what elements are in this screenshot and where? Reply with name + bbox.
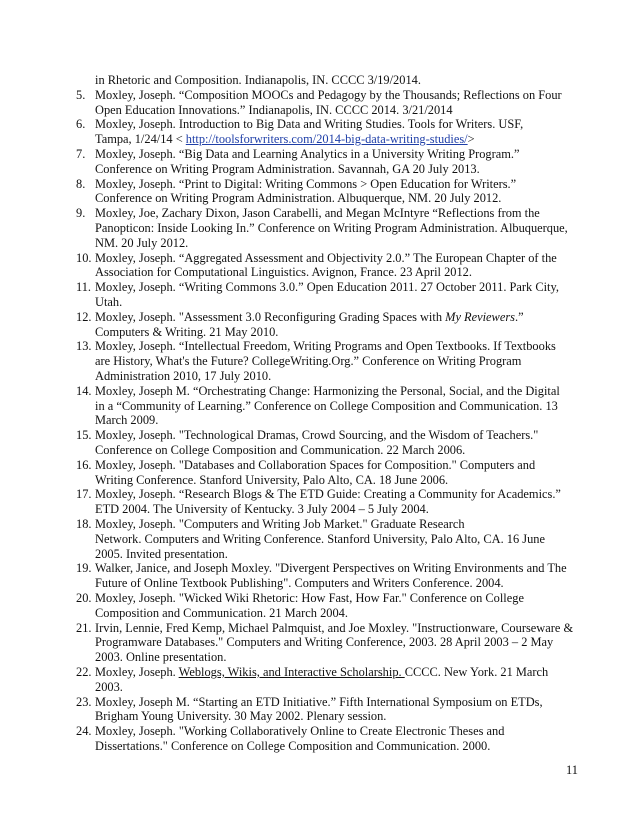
- list-item-text: Open Education Innovations.” Indianapolis, IN. CCCC 2014. 3/21/2014: [95, 102, 453, 117]
- italic-title: My Reviewers: [445, 309, 515, 324]
- list-item-text: Walker, Janice, and Joseph Moxley. "Divergent Perspectives on Writing Environments and The: [95, 561, 567, 576]
- list-item-number: 13.: [76, 339, 92, 354]
- list-item-text: Conference on Writing Program Administration. Savannah, GA 20 July 2013.: [95, 161, 480, 176]
- list-item-number: 17.: [76, 487, 92, 502]
- list-item-text: Composition and Communication. 21 March 2004.: [95, 605, 348, 620]
- list-item-number: 5.: [76, 87, 86, 102]
- list-item-text: Moxley, Joseph. “Composition MOOCs and Pedagogy by the Thousands; Reflections on Four: [95, 87, 562, 102]
- list-item-text: Moxley, Joseph M. “Orchestrating Change: Harmonizing the Personal, Social, and the Digital: [95, 383, 560, 398]
- list-item-number: 16.: [76, 457, 92, 472]
- list-item-text: [95, 309, 524, 325]
- list-item-text: Moxley, Joseph. Introduction to Big Data and Writing Studies. Tools for Writers. USF,: [95, 117, 524, 132]
- list-item-text: Future of Online Textbook Publishing". Computers and Writers Conference. 2004.: [95, 576, 504, 591]
- list-item-text: Moxley, Joseph. "Wicked Wiki Rhetoric: How Fast, How Far." Conference on College: [95, 591, 524, 605]
- text-segment: .”: [514, 309, 524, 324]
- list-item-text: Programware Databases." Computers and Writing Conference, 2003. 28 April 2003 – 2 May: [95, 635, 554, 650]
- list-item-text: Moxley, Joe, Zachary Dixon, Jason Carabelli, and Megan McIntyre “Reflections from the: [95, 206, 540, 221]
- list-item-number: 21.: [76, 620, 92, 635]
- list-item-text: Association for Computational Linguistics. Avignon, France. 23 April 2012.: [95, 265, 472, 280]
- list-item-text: Moxley, Joseph. “Print to Digital: Writing Commons > Open Education for Writers.”: [95, 176, 517, 191]
- list-item-number: 20.: [76, 591, 92, 605]
- text-segment: Moxley, Joseph. "Assessment 3.0 Reconfiguring Grading Spaces with: [95, 309, 446, 324]
- text-segment: Moxley, Joseph.: [95, 665, 179, 679]
- list-item-text: Moxley, Joseph. "Working Collaboratively Online to Create Electronic Theses and: [95, 724, 505, 739]
- text-segment: >: [467, 132, 475, 147]
- text-segment: CCCC. New York. 21 March: [404, 665, 549, 679]
- list-item-text: Conference on Writing Program Administration. Albuquerque, NM. 20 July 2012.: [95, 191, 502, 206]
- list-item-number: 15.: [76, 428, 92, 443]
- list-item-text: Moxley, Joseph. “Big Data and Learning Analytics in a University Writing Program.”: [95, 147, 520, 161]
- list-item-text: Computers & Writing. 21 May 2010.: [95, 324, 279, 339]
- list-item-text: are History, What's the Future? CollegeWriting.Org.” Conference on Writing Program: [95, 354, 522, 369]
- list-item-text: in a “Community of Learning.” Conference on College Composition and Communication. 13: [95, 398, 558, 413]
- list-item-number: 11.: [76, 280, 92, 295]
- list-item-text: Panopticon: Inside Looking In.” Conference on Writing Program Administration. Albuquerque,: [95, 221, 568, 235]
- list-item-text: Dissertations." Conference on College Composition and Communication. 2000.: [95, 739, 491, 753]
- list-item-text: ETD 2004. The University of Kentucky. 3 July 2004 – 5 July 2004.: [95, 502, 429, 517]
- list-item-text: in Rhetoric and Composition. Indianapolis, IN. CCCC 3/19/2014.: [95, 73, 421, 87]
- list-item-number: 14.: [76, 383, 92, 398]
- list-item-text: 2003.: [95, 679, 123, 694]
- list-item-text: Moxley, Joseph. “Aggregated Assessment and Objectivity 2.0.” The European Chapter of the: [95, 250, 557, 265]
- list-item-text: Brigham Young University. 30 May 2002. Plenary session.: [95, 709, 387, 724]
- page-number: 11: [566, 763, 578, 777]
- hyperlink[interactable]: http://toolsforwriters.com/2014-big-data-writing-studies/: [185, 132, 468, 147]
- list-item-text: Writing Conference. Stanford University, Palo Alto, CA. 18 June 2006.: [95, 472, 449, 487]
- list-item-text: Irvin, Lennie, Fred Kemp, Michael Palmquist, and Joe Moxley. "Instructionware, Courseware &: [95, 620, 574, 635]
- list-item-text: Conference on College Composition and Communication. 22 March 2006.: [95, 443, 466, 457]
- list-item-text: Moxley, Joseph. "Technological Dramas, Crowd Sourcing, and the Wisdom of Teachers.": [95, 428, 539, 443]
- list-item-text: Administration 2010, 17 July 2010.: [95, 369, 272, 383]
- list-item-number: 18.: [76, 517, 92, 531]
- list-item-text: 2005. Invited presentation.: [95, 546, 228, 561]
- list-item-text: 2003. Online presentation.: [95, 650, 227, 665]
- list-item-text: Moxley, Joseph. “Intellectual Freedom, Writing Programs and Open Textbooks. If Textbooks: [95, 339, 556, 354]
- list-item-number: 12.: [76, 309, 92, 324]
- list-item-number: 10.: [76, 250, 92, 265]
- list-item-text: Moxley, Joseph. "Computers and Writing Job Market." Graduate Research: [95, 517, 465, 531]
- list-item-number: 8.: [76, 176, 86, 191]
- list-item-number: 6.: [76, 117, 86, 132]
- list-item-number: 9.: [76, 206, 86, 221]
- list-item-number: 24.: [76, 724, 92, 739]
- list-item-number: 19.: [76, 561, 92, 576]
- list-item-text: Utah.: [95, 295, 123, 309]
- list-item-number: 22.: [76, 665, 92, 679]
- list-item-text: Moxley, Joseph. “Writing Commons 3.0.” Open Education 2011. 27 October 2011. Park City,: [95, 280, 559, 295]
- list-item-text: Moxley, Joseph. “Research Blogs & The ETD Guide: Creating a Community for Academics.”: [95, 487, 561, 502]
- list-item-text: NM. 20 July 2012.: [95, 235, 189, 250]
- list-item-number: 7.: [76, 147, 86, 161]
- list-item-text: [95, 131, 475, 147]
- list-item-text: March 2009.: [95, 413, 159, 428]
- text-segment: Tampa, 1/24/14 <: [95, 132, 186, 147]
- list-item-text: Network. Computers and Writing Conference. Stanford University, Palo Alto, CA. 16 June: [95, 531, 545, 546]
- list-item-text: Moxley, Joseph. "Databases and Collaboration Spaces for Composition." Computers and: [95, 457, 536, 472]
- list-item-text: [95, 664, 548, 680]
- underlined-title: Weblogs, Wikis, and Interactive Scholarship.: [178, 665, 405, 679]
- list-item-number: 23.: [76, 694, 92, 709]
- list-item-text: Moxley, Joseph M. “Starting an ETD Initiative.” Fifth International Symposium on ETDs,: [95, 694, 543, 709]
